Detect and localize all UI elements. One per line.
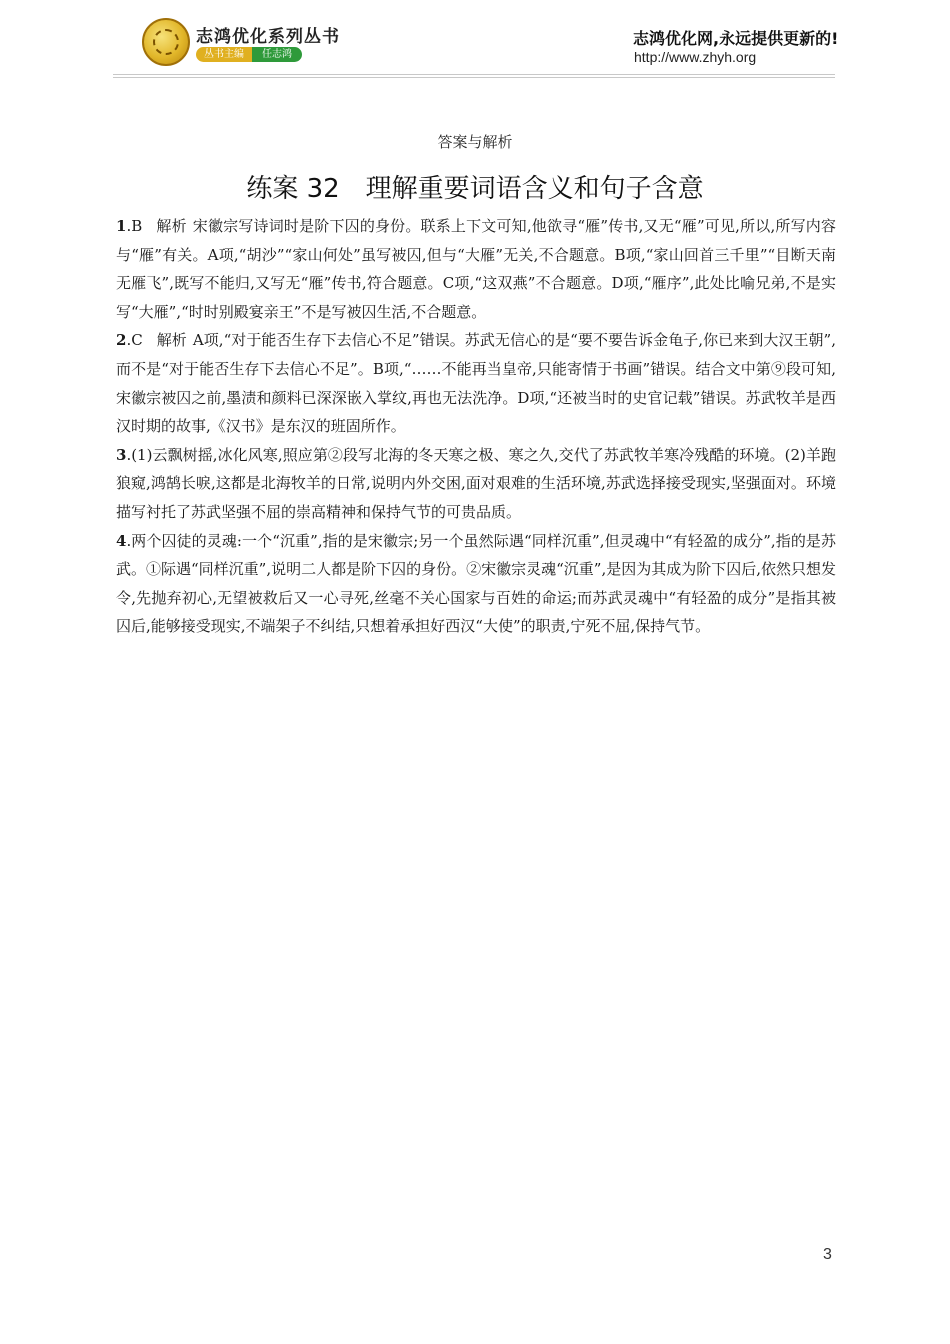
answer-item [116, 527, 836, 641]
answer-text: A项,“对于能否生存下去信心不足”错误。苏武无信心的是“要不要告诉金龟子,你已来到大汉王朝”,而不是“对于能否生存下去信心不足”。B项,“……不能再当皇帝,只能寄情于书画”错误。结合文中第⑨段可知,宋徽宗被囚之前,墨渍和颜料已深深嵌入掌纹,再也无法洗净。D项,“还被当时的史官记载”错误。苏武牧羊是西汉时期的故事,《汉书》是东汉的班固所作。 [116, 331, 836, 436]
analysis-tag: 解析 [156, 331, 187, 350]
answer-choice: .C [126, 331, 143, 350]
answer-text: 宋徽宗写诗词时是阶下囚的身份。联系上下文可知,他欲寻“雁”传书,又无“雁”可见,所以,所写内容与“雁”有关。A项,“胡沙”“家山何处”虽写被囚,但与“大雁”无关,不合题意。B项,“家山回首三千里”“目断天南无雁飞”,既写不能归,又写无“雁”传书,符合题意。C项,“这双燕”不合题意。D项,“雁序”,此处比喻兄弟,不是实写“大雁”,“时时别殿宴亲王”不是写被囚生活,不合题意。 [116, 217, 836, 321]
answer-item [116, 326, 836, 440]
section-label: 答案与解析 [437, 133, 513, 151]
answer-item [116, 441, 836, 527]
site-slogan: 志鸿优化网,永远提供更新的! [633, 29, 839, 48]
site-url: http://www.zhyh.org [634, 49, 757, 65]
series-title: 志鸿优化系列丛书 [196, 27, 340, 47]
answer-number: 2 [116, 331, 127, 350]
answer-choice: .B [126, 217, 143, 235]
answer-number: 3 [116, 445, 127, 464]
answer-number: 1 [116, 217, 127, 235]
editor-badge [196, 47, 302, 62]
series-logo-icon [142, 18, 190, 66]
answer-list [116, 212, 836, 641]
answer-text: .两个囚徒的灵魂:一个“沉重”,指的是宋徽宗;另一个虽然际遇“同样沉重”,但灵魂中“有轻盈的成分”,指的是苏武。①际遇“同样沉重”,说明二人都是阶下囚的身份。②宋徽宗灵魂“沉重”,是因为其成为阶下囚后,依然只想发令,先抛弃初心,无望被救后又一心寻死,丝毫不关心国家与百姓的命运;而苏武灵魂中“有轻盈的成分”是指其被囚后,能够接受现实,不端架子不纠结,只想着承担好西汉“大使”的职责,宁死不屈,保持气节。 [116, 531, 836, 636]
analysis-tag: 解析 [156, 217, 187, 235]
editor-label: 丛书主编 [196, 47, 252, 62]
answer-item [116, 212, 836, 326]
page-number: 3 [823, 1246, 832, 1263]
page-header [0, 0, 950, 90]
answer-text: .(1)云飘树摇,冰化风寒,照应第②段写北海的冬天寒之极、寒之久,交代了苏武牧羊寒冷残酷的环境。(2)羊跑狼窥,鸿鹄长唳,这都是北海牧羊的日常,说明内外交困,面对艰难的生活环境,苏武选择接受现实,坚强面对。环境描写衬托了苏武坚强不屈的崇高精神和保持气节的可贵品质。 [116, 445, 836, 521]
editor-name: 任志鸿 [252, 47, 302, 62]
answer-number: 4 [116, 531, 127, 550]
header-divider [113, 74, 835, 78]
page-title: 练案 32 理解重要词语含义和句子含意 [246, 174, 704, 204]
